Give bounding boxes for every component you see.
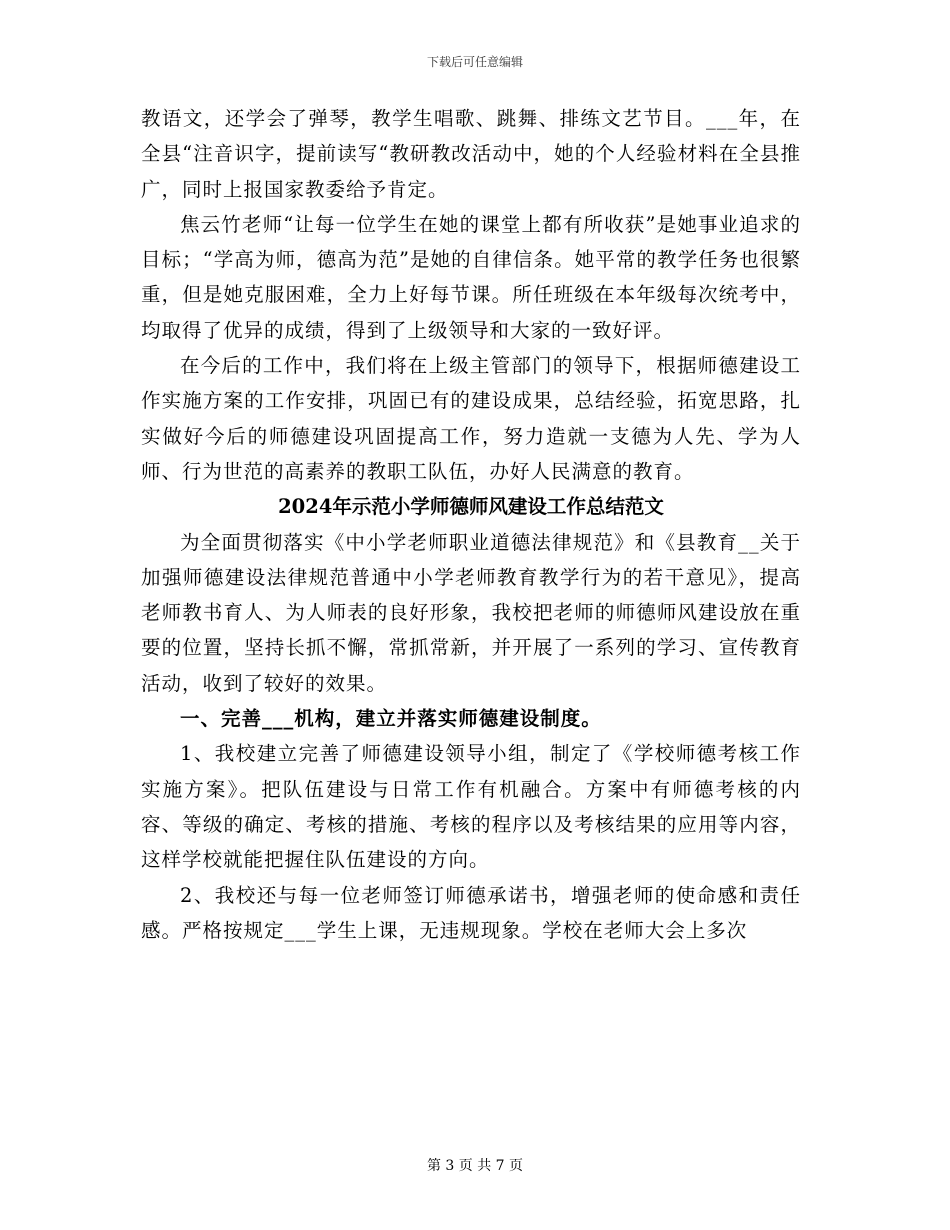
paragraph-4: 为全面贯彻落实《中小学老师职业道德法律规范》和《县教育__关于加强师德建设法律规范普通中小学老师教育教学行为的若干意见》，提高老师教书育人、为人师表的良好形象，我校把老师的师德师风建设放在重要的位置，坚持长抓不懈，常抓常新，并开展了一系列的学习、宣传教育活动，收到了较好的效果。 [141,530,801,695]
section-heading-1: 一、完善___机构，建立并落实师德建设制度。 [180,707,602,731]
paragraph-1: 教语文，还学会了弹琴，教学生唱歌、跳舞、排练文艺节目。___年，在全县“注音识字，提前读写“教研教改活动中，她的个人经验材料在全县推广，同时上报国家教委给予肯定。 [141,107,801,201]
page-header: 下载后可任意编辑 [426,55,523,69]
paragraph-5: 1、我校建立完善了师德建设领导小组，制定了《学校师德考核工作实施方案》。把队伍建设与日常工作有机融合。方案中有师德考核的内容、等级的确定、考核的措施、考核的程序以及考核结果的应用等内容，这样学校就能把握住队伍建设的方向。 [141,742,801,872]
document-body [141,101,801,948]
paragraph-6: 2、我校还与每一位老师签订师德承诺书，增强老师的使命感和责任感。严格按规定___学生上课，无违规现象。学校在老师大会上多次 [141,883,801,942]
document-title: 2024年示范小学师德师风建设工作总结范文 [278,495,664,519]
paragraph-2: 焦云竹老师“让每一位学生在她的课堂上都有所收获”是她事业追求的目标；“学高为师，德高为范”是她的自律信条。她平常的教学任务也很繁重，但是她克服困难，全力上好每节课。所任班级在本年级每次统考中，均取得了优异的成绩，得到了上级领导和大家的一致好评。 [141,212,801,342]
paragraph-3: 在今后的工作中，我们将在上级主管部门的领导下，根据师德建设工作实施方案的工作安排，巩固已有的建设成果，总结经验，拓宽思路，扎实做好今后的师德建设巩固提高工作，努力造就一支德为人先、学为人师、行为世范的高素养的教职工队伍，办好人民满意的教育。 [141,354,801,483]
page-footer: 第 3 页 共 7 页 [426,1158,524,1174]
